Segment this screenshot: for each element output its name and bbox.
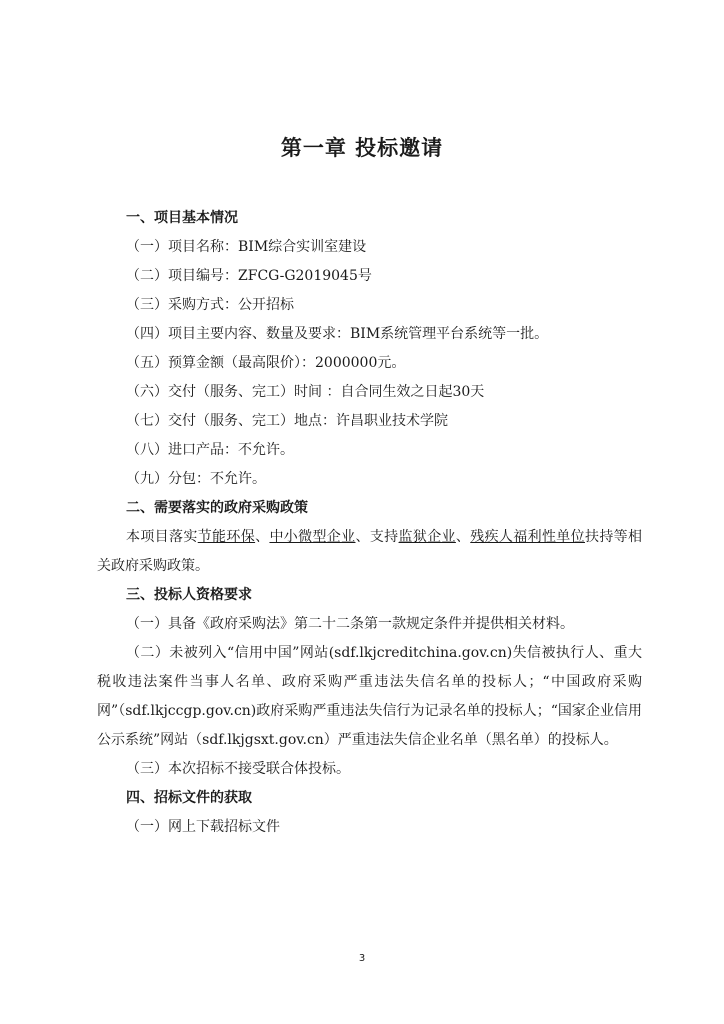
qualification-item-1: （一）具备《政府采购法》第二十二条第一款规定条件并提供相关材料。 bbox=[126, 616, 574, 632]
policy-prefix: 本项目落实 bbox=[126, 529, 198, 545]
section-heading-qualifications: 三、投标人资格要求 bbox=[126, 587, 252, 603]
budget-item: （五）预算金额（最高限价）：2000000元。 bbox=[126, 355, 406, 371]
section-heading-project-info: 一、项目基本情况 bbox=[126, 210, 238, 226]
delivery-time-item: （六）交付（服务、完工）时间 ：自合同生效之日起30天 bbox=[126, 384, 485, 400]
project-name-item: （一）项目名称：BIM综合实训室建设 bbox=[126, 239, 367, 255]
project-content-item: （四）项目主要内容、数量及要求：BIM系统管理平台系统等一批。 bbox=[126, 326, 549, 342]
imported-products-item: （八）进口产品：不允许。 bbox=[126, 442, 294, 458]
qualification-item-2: （二）未被列入“信用中国”网站(sdf.lkjcreditchina.gov.cn)失信被执行人、重大税收违法案件当事人名单、政府采购严重违法失信名单的投标人；“中国政府采购网”（sdf.lkjccgp.gov.cn)政府采购严重违法失信行为记录名单的投标人；“国家企业信用公示系统”网站（sdf.lkjgsxt.gov.cn）严重违法失信企业名单（黑名单）的投标人。 bbox=[97, 645, 642, 748]
policy-disability-welfare: 残疾人福利性单位 bbox=[470, 529, 585, 545]
policy-separator: 、 bbox=[455, 529, 471, 545]
section-heading-obtain-documents: 四、招标文件的获取 bbox=[126, 790, 252, 806]
delivery-location-item: （七）交付（服务、完工）地点：许昌职业技术学院 bbox=[126, 413, 448, 429]
policy-paragraph bbox=[97, 523, 642, 581]
subcontracting-item: （九）分包：不允许。 bbox=[126, 471, 266, 487]
section-heading-policies: 二、需要落实的政府采购政策 bbox=[126, 500, 308, 516]
policy-energy-saving: 节能环保 bbox=[197, 529, 256, 545]
download-documents-item: （一）网上下载招标文件 bbox=[126, 819, 280, 835]
qualification-item-3: （三）本次招标不接受联合体投标。 bbox=[126, 761, 350, 777]
page-number: 3 bbox=[358, 953, 366, 964]
project-number-item: （二）项目编号：ZFCG-G2019045号 bbox=[126, 268, 372, 284]
policy-separator: 、支持 bbox=[355, 529, 399, 545]
policy-separator: 、 bbox=[255, 529, 270, 545]
document-body bbox=[97, 204, 642, 842]
chapter-title: 第一章 投标邀请 bbox=[280, 136, 444, 160]
procurement-method-item: （三）采购方式：公开招标 bbox=[126, 297, 294, 313]
policy-prison-enterprises: 监狱企业 bbox=[398, 529, 456, 545]
policy-suffix: 扶持等相关政府采购政策。 bbox=[97, 529, 643, 574]
policy-small-enterprises: 中小微型企业 bbox=[269, 529, 356, 545]
